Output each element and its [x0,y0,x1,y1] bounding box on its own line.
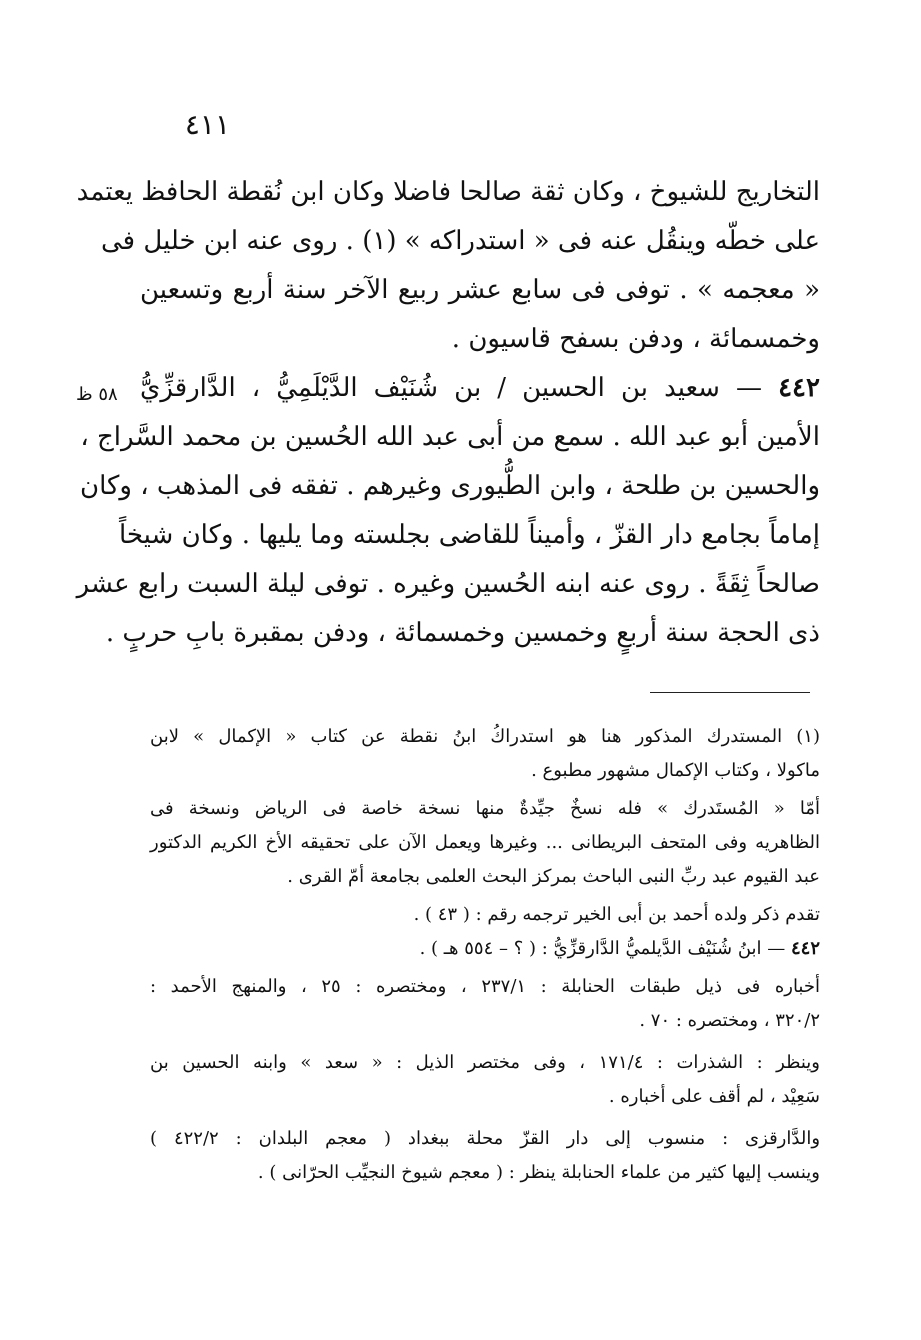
footnote-line: سَعِيْد ، لم أقف على أخباره . [608,1086,820,1107]
manuscript-folio-marker: ٥٨ ظ [76,384,118,405]
main-line: على خطّه وينقُل عنه فى « استدراكه » (١) . روى عنه ابن خليل فى [101,226,820,256]
footnote-line: (١) المستدرك المذكور هنا هو استدراكُ ابنُ نقطة عن كتاب « الإكمال » لابن [150,726,820,747]
entry-line: صالحاً ثِقَةً . روى عنه ابنه الحُسين وغيره . توفى ليلة السبت رابع عشر [76,569,820,599]
footnote-line: ماكولا ، وكتاب الإكمال مشهور مطبوع . [531,760,820,781]
footnote-line: وينظر : الشذرات : ١٧١/٤ ، وفى مختصر الذيل : « سعد » وابنه الحسين بن [150,1052,821,1073]
entry-line: ذى الحجة سنة أربعٍ وخمسين وخمسمائة ، ودفن بمقبرة بابِ حربٍ . [105,618,820,648]
footnotes-section [150,720,820,1190]
footnote-line: أخباره فى ذيل طبقات الحنابلة : ٢٣٧/١ ، ومختصره : ٢٥ ، والمنهج الأحمد : [150,976,820,997]
footnote-entry-number: ٤٤٢ [790,938,820,959]
footnote-line: ٣٢٠/٢ ، ومختصره : ٧٠ . [639,1010,820,1031]
footnote-line: والدَّارقزى : منسوب إلى دار القزّ محلة ببغداد ( معجم البلدان : ٤٢٢/٢ ) [150,1128,821,1149]
footnote-line: الظاهريه وفى المتحف البريطانى ... وغيرها ويعمل الآن على تحقيقه الأخ الكريم الدكتور [150,832,820,853]
footnote-entry-heading [150,932,820,966]
footnote-line: تقدم ذكر ولده أحمد بن أبى الخير ترجمه رقم : ( ٤٣ ) . [413,904,820,925]
entry-line: الأمين أبو عبد الله . سمع من أبى عبد الله الحُسين بن محمد السَّراج ، [80,422,820,452]
main-line: التخاريج للشيوخ ، وكان ثقة صالحا فاضلا وكان ابن نُقطة الحافظ يعتمد [76,177,820,207]
entry-heading-line [140,364,820,413]
footnote-entry-title: — ابنُ شُنَيْف الدَّيلميُّ الدَّارقزِّيُّ : ( ؟ – ٥٥٤ هـ ) . [419,938,791,959]
entry-line: والحسين بن طلحة ، وابن الطُّيورى وغيرهم . تفقه فى المذهب ، وكان [79,471,820,501]
main-line: وخمسمائة ، ودفن بسفح قاسيون . [451,324,820,354]
entry-line: إماماً بجامع دار القزّ ، وأميناً للقاضى بجلسته وما يليها . وكان شيخاً [118,520,820,550]
main-line: « معجمه » . توفى فى سابع عشر ربيع الآخر سنة أربع وتسعين [140,275,820,305]
footnote-divider [650,692,810,693]
entry-number: ٤٤٢ [778,373,820,403]
footnote-line: أمّا « المُستَدرك » فله نسخٌ جيِّدةٌ منها نسخة خاصة فى الرياض ونسخة فى [150,798,820,819]
page-number: ٤١١ [184,108,230,141]
footnote-line: وينسب إليها كثير من علماء الحنابلة ينظر : ( معجم شيوخ النجيِّب الحرّانى ) . [257,1162,820,1183]
entry-heading-text: — سعيد بن الحسين / بن شُنَيْف الدَّيْلَمِيُّ ، الدَّارقزِّيُّ [140,373,779,403]
footnote-line: عبد القيوم عبد ربِّ النبى الباحث بمركز البحث العلمى بجامعة أمّ القرى . [287,866,820,887]
